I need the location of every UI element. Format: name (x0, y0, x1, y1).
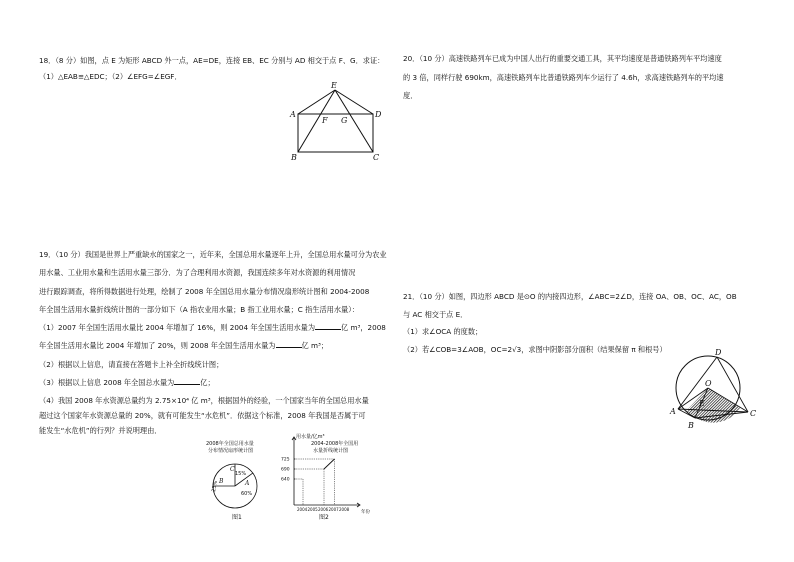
y-tick-label: 690 (281, 467, 290, 473)
q18-line1: 18．（8 分）如图，点 E 为矩形 ABCD 外一点，AE=DE，连接 EB、EC 分别与 AD 相交于点 F、G．求证： (39, 56, 385, 65)
pie-percent-label: 25% (211, 480, 219, 493)
label-c: C (750, 409, 757, 418)
answer-blank[interactable] (315, 322, 341, 330)
segment-de (335, 90, 373, 114)
line-chart-title-line2: 水量折线统计图 (313, 448, 349, 454)
pie-slice-label: C (230, 466, 235, 473)
pie-slice-label: B (219, 478, 224, 485)
line-chart-figure (281, 432, 377, 520)
q19-intro-line2: 用水量、工业用水量和生活用水量三部分．为了合理利用水资源，我国连续多年对水资源的利用情况 (39, 268, 356, 278)
line-chart-caption: 图2 (319, 514, 329, 520)
label-d: D (715, 348, 722, 357)
line-chart-xlabel: 年份 (361, 510, 370, 515)
q19-sub1a: （1）2007 年全国生活用水量比 2004 年增加了 16%，则 2004 年全国生活用水量为 亿 m³，2008 (39, 323, 386, 333)
question-19 (39, 246, 387, 440)
x-tick-label: 2006 (318, 507, 329, 512)
q21-line4: （2）若∠COB=3∠AOB，OC=2√3，求图中阴影部分面积（结果保留 π 和根号） (403, 344, 667, 354)
pie-title-line1: 2008年全国总用水量 (206, 441, 254, 447)
q21-line1: 21．（10 分）如图，四边形 ABCD 是⊙O 的内接四边形，∠ABC=2∠D，连接 OA、OB、OC、AC，OB (403, 292, 737, 301)
label-o: O (705, 379, 712, 388)
label-c: C (373, 153, 380, 162)
q21-line2: 与 AC 相交于点 E． (403, 309, 468, 319)
answer-blank[interactable] (276, 340, 302, 348)
q19-sub3: （3）根据以上信息 2008 年全国总水量为 亿； (39, 378, 215, 388)
y-tick-label: 725 (281, 457, 290, 463)
y-tick-label: 640 (281, 477, 290, 483)
q19-sub4-line1: （4）我国 2008 年水资源总量约为 2.75×10⁴ 亿 m³，根据国外的经验，一个国家当年的全国总用水量 (39, 396, 369, 406)
x-tick-label: 2008 (339, 507, 350, 512)
pie-percent-label: 15% (235, 471, 247, 477)
line-chart-title-line1: 2004-2008年全国用 (311, 441, 359, 447)
label-e: E (699, 399, 705, 408)
q19-intro-line3: 进行跟踪调查，将所得数据进行处理，绘制了 2008 年全国总用水量分布情况扇形统计图和 2004-2008 (39, 286, 370, 296)
segment-eb (298, 90, 335, 152)
q20-line3: 度． (403, 91, 418, 100)
pie-slice-label: A (245, 480, 250, 487)
answer-blank[interactable] (174, 377, 200, 385)
q20-line1: 20．（10 分）高速铁路列车已成为中国人出行的重要交通工具，其平均速度是普通铁路列车平均速度 (403, 54, 722, 63)
q18-line2: （1）△EAB≌△EDC；（2）∠EFG=∠EGF． (39, 72, 182, 81)
q19-sub1b: 年全国生活用水量比 2004 年增加了 20%，则 2008 年全国生活用水量为 亿 m³； (39, 341, 329, 351)
label-b: B (688, 421, 694, 430)
label-d: D (375, 110, 382, 119)
question-18 (39, 51, 384, 86)
pie-caption: 图1 (232, 514, 242, 521)
x-tick-label: 2004 (297, 507, 308, 512)
line-chart-ylabel: 用水量/亿m³ (296, 434, 325, 440)
q20-line2: 的 3 倍，同样行驶 690km，高速铁路列车比普通铁路列车少运行了 4.6h，求高速铁路列车的平均速 (403, 72, 724, 82)
label-a: A (290, 110, 296, 119)
question-20 (403, 50, 724, 106)
q19-sub2: （2）根据以上信息，请直接在答题卡上补全折线统计图； (39, 359, 224, 369)
x-tick-label: 2007 (328, 507, 339, 512)
q19-intro-line1: 19．（10 分）我国是世界上严重缺水的国家之一，近年来，全国总用水量逐年上升，全国总用水量可分为农业 (39, 250, 387, 259)
q19-intro-line4: 年全国生活用水量折线统计图的一部分如下（A 指农业用水量；B 指工业用水量；C 指生活用水量）： (39, 304, 359, 314)
pie-chart-figure (205, 437, 273, 523)
pie-title-line2: 分布情况扇形统计图 (208, 448, 254, 454)
pie-percent-label: 60% (241, 491, 253, 497)
label-b: B (291, 153, 297, 162)
x-tick-label: 2005 (307, 507, 318, 512)
label-e: E (331, 82, 337, 90)
label-a: A (670, 407, 676, 416)
series-line (324, 459, 335, 469)
q18-figure (284, 82, 394, 164)
q21-line3: （1）求∠OCA 的度数； (403, 327, 483, 336)
q19-sub4-line3: 能发生“水危机”的行列？并说明理由． (39, 425, 162, 435)
q21-circle-figure (668, 346, 768, 432)
segment-ae (298, 90, 335, 114)
q19-sub4-line2: 超过这个国家年水资源总量的 20%，就有可能发生“水危机”．依据这个标准，2008 年我国是否属于可 (39, 410, 366, 420)
label-g: G (341, 116, 348, 125)
label-f: F (322, 116, 328, 125)
